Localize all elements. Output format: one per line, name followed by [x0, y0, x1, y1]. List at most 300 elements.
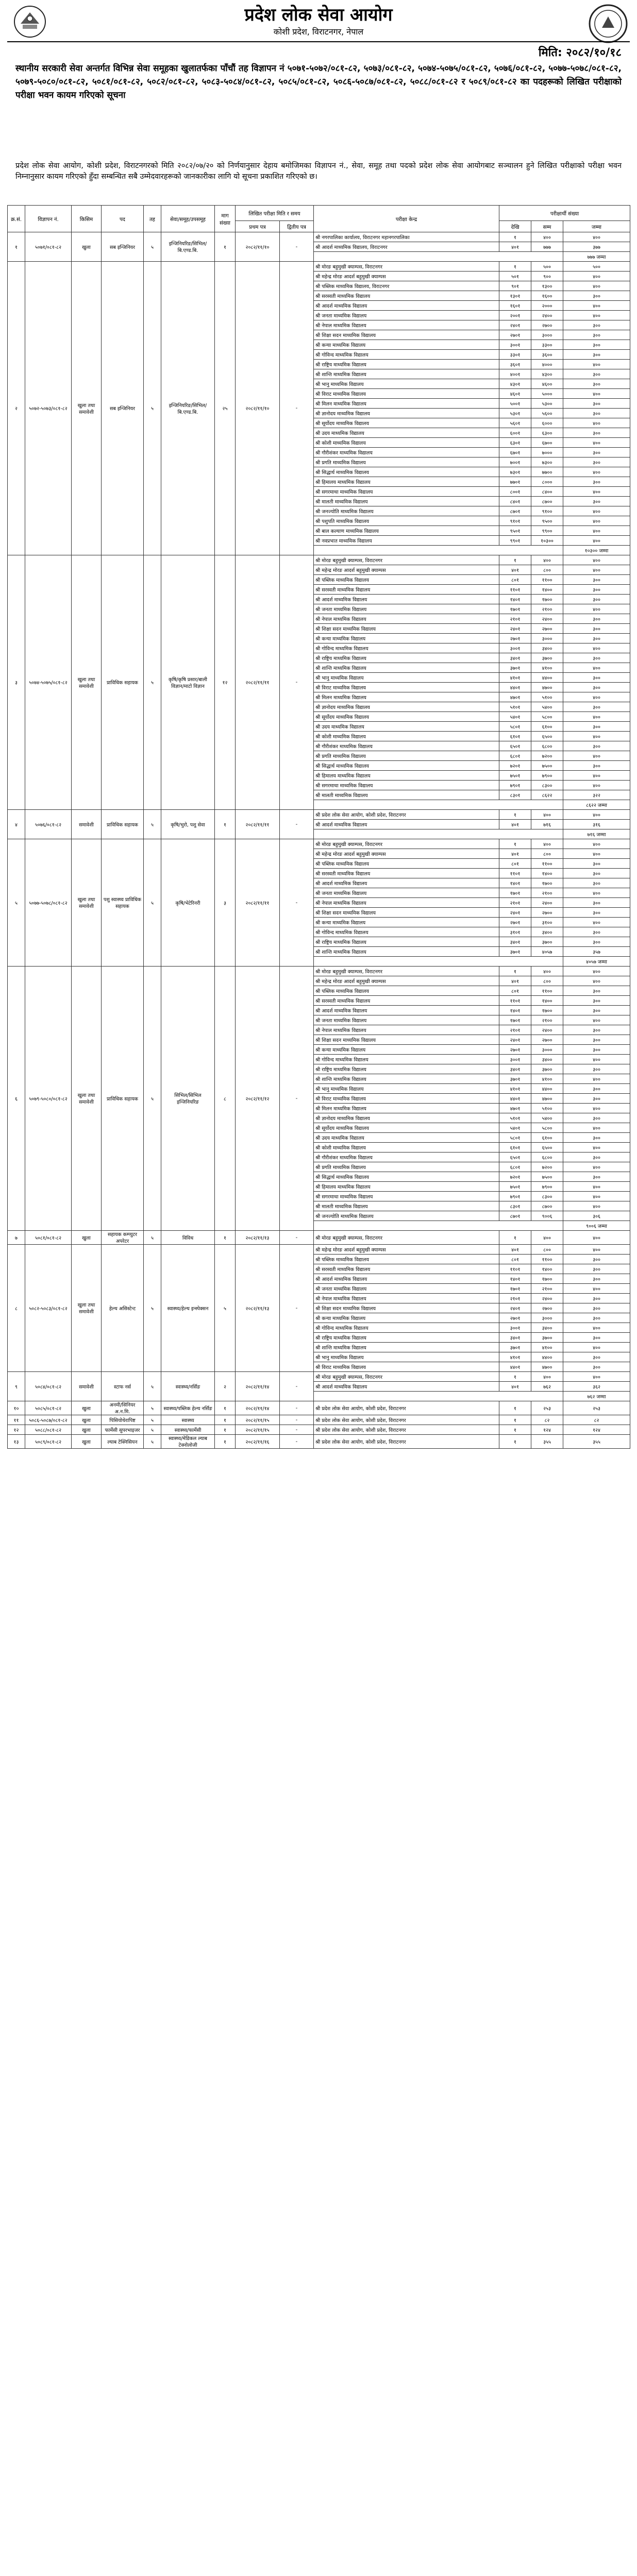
- cell-demand: ८: [215, 967, 236, 1231]
- cell-first: २०८२/११/१३: [236, 1245, 280, 1372]
- cell-service: कृषि/कृषि प्रसार/बाली विज्ञान/माटो विज्ञान: [161, 555, 215, 810]
- cell-to: ८७००: [531, 497, 563, 506]
- table-row: [8, 232, 630, 242]
- cell-from: ७५०१: [499, 1182, 531, 1192]
- cell-second: -: [280, 1401, 314, 1415]
- cell-to: ३५५: [531, 1435, 563, 1449]
- cell-from: ८३०१: [499, 790, 531, 800]
- cell-service: स्वास्थ्य/पब्लिक हेल्थ नर्सिङ: [161, 1401, 215, 1415]
- cell-from: १: [499, 1372, 531, 1382]
- cell-total: ३००: [563, 683, 630, 692]
- cell-to: २०००: [531, 301, 563, 311]
- cell-from: ४४०१: [499, 1362, 531, 1372]
- cell-to: ४१००: [531, 1343, 563, 1352]
- cell-from: ४०१: [499, 1245, 531, 1255]
- cell-to: १४००: [531, 869, 563, 878]
- cell-to: २१००: [531, 888, 563, 898]
- cell-type: खुला: [72, 232, 102, 262]
- cell-venue: श्री महेन्द्र मोरङ आदर्श बहुमुखी क्याम्पस: [314, 565, 499, 575]
- cell-venue: श्री नगरपालिका कार्यालय, विराटनगर महानगरपालिका: [314, 232, 499, 242]
- cell-from: ४१०१: [499, 673, 531, 683]
- cell-from: ७००१: [499, 457, 531, 467]
- cell-total: ३००: [563, 595, 630, 604]
- cell-to: ८००: [531, 976, 563, 986]
- cell-venue: श्री सूर्योदय माध्यमिक विद्यालय: [314, 418, 499, 428]
- cell-total: ४००: [563, 301, 630, 311]
- cell-from: ८००१: [499, 487, 531, 497]
- cell-from: ७९०१: [499, 781, 531, 790]
- cell-from: ४४०१: [499, 683, 531, 692]
- cell-second: -: [280, 232, 314, 262]
- cell-from: ८७०१: [499, 1211, 531, 1221]
- cell-from: १६०१: [499, 301, 531, 311]
- cell-to: ४००: [531, 810, 563, 820]
- cell-total: ३००: [563, 1153, 630, 1162]
- cell-total: ४००: [563, 389, 630, 399]
- cell-to: ८०००: [531, 477, 563, 487]
- cell-venue: श्री पशुपति माध्यमिक विद्यालय: [314, 516, 499, 526]
- cell-total: ३००: [563, 1303, 630, 1313]
- cell-from: ५०१: [499, 272, 531, 281]
- col-sn: क्र.सं.: [8, 206, 25, 232]
- cell-to: २७००: [531, 1035, 563, 1045]
- col-post: पद: [102, 206, 144, 232]
- cell-from: १४०१: [499, 1274, 531, 1284]
- cell-venue: श्री हिमालय माध्यमिक विद्यालय: [314, 477, 499, 487]
- cell-venue: श्री राष्ट्रिय माध्यमिक विद्यालय: [314, 360, 499, 369]
- cell-to: ७३००: [531, 457, 563, 467]
- cell-from: १३०१: [499, 291, 531, 301]
- cell-total: ४००: [563, 781, 630, 790]
- cell-from: २१०१: [499, 1025, 531, 1035]
- cell-from: २००१: [499, 311, 531, 320]
- cell-venue: श्री मोरङ बहुमुखी क्याम्पस, विराटनगर: [314, 967, 499, 976]
- cell-level: ५: [144, 555, 161, 810]
- cell-from: २७०१: [499, 918, 531, 927]
- cell-venue: श्री जनता माध्यमिक विद्यालय: [314, 1284, 499, 1294]
- cell-service: इन्जिनियरिङ/सिभिल/बि.एण्ड.बि.: [161, 262, 215, 555]
- cell-venue: श्री सरस्वती माध्यमिक विद्यालय: [314, 996, 499, 1006]
- cell-group-total: ४०५७ जम्मा: [563, 957, 630, 967]
- cell-to: ९००: [531, 272, 563, 281]
- cell-total: ३००: [563, 1274, 630, 1284]
- cell-sn: १३: [8, 1435, 25, 1449]
- cell-to: ४००: [531, 1231, 563, 1245]
- cell-first: २०८२/११/१०: [236, 262, 280, 555]
- cell-demand: १: [215, 1425, 236, 1435]
- cell-sum-spacer: [314, 1392, 563, 1401]
- cell-to: १६००: [531, 291, 563, 301]
- cell-service: स्वास्थ्य/हेल्थ इन्स्पेक्सन: [161, 1245, 215, 1372]
- cell-to: ३७००: [531, 1333, 563, 1343]
- cell-demand: १: [215, 1231, 236, 1245]
- cell-total: ३००: [563, 575, 630, 585]
- cell-venue: श्री सरस्वती माध्यमिक विद्यालय: [314, 291, 499, 301]
- cell-total: ३२२: [563, 790, 630, 800]
- cell-venue: श्री मोरङ बहुमुखी क्याम्पस, विराटनगर: [314, 1231, 499, 1245]
- cell-venue: श्री गोविन्द माध्यमिक विद्यालय: [314, 350, 499, 360]
- cell-from: १७०१: [499, 1015, 531, 1025]
- cell-venue: श्री मालती माध्यमिक विद्यालय: [314, 1201, 499, 1211]
- cell-total: ३७७: [563, 242, 630, 252]
- cell-from: २१०१: [499, 898, 531, 908]
- cell-to: ११००: [531, 859, 563, 869]
- cell-demand: १२: [215, 555, 236, 810]
- cell-venue: श्री नेपाल माध्यमिक विद्यालय: [314, 1025, 499, 1035]
- cell-from: ८०१: [499, 575, 531, 585]
- cell-venue: श्री विराट माध्यमिक विद्यालय: [314, 389, 499, 399]
- cell-venue: श्री पब्लिक माध्यमिक विद्यालय: [314, 859, 499, 869]
- cell-sum-spacer: [314, 546, 563, 555]
- cell-total: ३००: [563, 330, 630, 340]
- cell-venue: श्री विराट माध्यमिक विद्यालय: [314, 683, 499, 692]
- cell-first: २०८२/११/११: [236, 555, 280, 810]
- cell-to: ८३००: [531, 781, 563, 790]
- cell-venue: श्री राष्ट्रिय माध्यमिक विद्यालय: [314, 937, 499, 947]
- cell-total: ३००: [563, 1035, 630, 1045]
- cell-type: खुला: [72, 1415, 102, 1425]
- cell-total: ४००: [563, 418, 630, 428]
- table-row: [8, 262, 630, 272]
- cell-second: -: [280, 262, 314, 555]
- cell-venue: श्री सिद्धार्थ माध्यमिक विद्यालय: [314, 761, 499, 771]
- cell-from: ५१०१: [499, 702, 531, 712]
- table-row: [8, 1415, 630, 1425]
- cell-from: २७०१: [499, 330, 531, 340]
- cell-total: ३००: [563, 1094, 630, 1104]
- cell-to: १३००: [531, 281, 563, 291]
- cell-venue: श्री मोरङ बहुमुखी क्याम्पस, विराटनगर: [314, 262, 499, 272]
- cell-first: २०८२/११/१०: [236, 232, 280, 262]
- cell-to: ६८००: [531, 741, 563, 751]
- cell-to: २५३: [531, 1401, 563, 1415]
- cell-to: ८४००: [531, 487, 563, 497]
- cell-total: ३००: [563, 653, 630, 663]
- cell-to: १७००: [531, 1006, 563, 1015]
- cell-to: ८३००: [531, 1192, 563, 1201]
- cell-from: ४१०१: [499, 1352, 531, 1362]
- cell-to: ११००: [531, 1255, 563, 1264]
- cell-total: ३००: [563, 1084, 630, 1094]
- cell-venue: श्री प्रदेश लोक सेवा आयोग, कोशी प्रदेश, विराटनगर: [314, 1435, 499, 1449]
- cell-total: ३००: [563, 585, 630, 595]
- cell-from: ४००१: [499, 369, 531, 379]
- cell-level: ५: [144, 810, 161, 839]
- cell-sum-spacer: [314, 1221, 563, 1231]
- cell-type: खुला: [72, 1435, 102, 1449]
- cell-venue: श्री राष्ट्रिय माध्यमिक विद्यालय: [314, 653, 499, 663]
- commission-seal-icon: [588, 3, 629, 44]
- cell-total: ३००: [563, 898, 630, 908]
- cell-sum-spacer: [314, 800, 563, 810]
- cell-to: १७००: [531, 1274, 563, 1284]
- cell-from: ८३०१: [499, 1201, 531, 1211]
- cell-sn: १०: [8, 1401, 25, 1415]
- cell-venue: श्री विराट माध्यमिक विद्यालय: [314, 1362, 499, 1372]
- cell-from: १: [499, 555, 531, 565]
- cell-venue: श्री गौरीशंकर माध्यमिक विद्यालय: [314, 741, 499, 751]
- cell-to: ५६००: [531, 409, 563, 418]
- cell-type: खुला: [72, 1401, 102, 1415]
- cell-from: १७०१: [499, 1284, 531, 1294]
- cell-to: ७०००: [531, 448, 563, 457]
- cell-total: ४००: [563, 1372, 630, 1382]
- cell-venue: श्री जनज्योति माध्यमिक विद्यालय: [314, 1211, 499, 1221]
- cell-type: खुला तथा समावेशी: [72, 262, 102, 555]
- cell-venue: श्री भानु माध्यमिक विद्यालय: [314, 673, 499, 683]
- cell-from: ३३०१: [499, 350, 531, 360]
- cell-from: २४०१: [499, 320, 531, 330]
- cell-total: ३००: [563, 428, 630, 438]
- cell-total: ४००: [563, 1201, 630, 1211]
- cell-to: २४००: [531, 898, 563, 908]
- cell-level: ५: [144, 839, 161, 967]
- col-venue: परीक्षा केन्द्र: [314, 206, 499, 232]
- cell-to: १०३००: [531, 536, 563, 546]
- cell-total: ३००: [563, 869, 630, 878]
- cell-from: ३७०१: [499, 663, 531, 673]
- cell-venue: श्री मालती माध्यमिक विद्यालय: [314, 790, 499, 800]
- cell-venue: श्री जनता माध्यमिक विद्यालय: [314, 888, 499, 898]
- cell-venue: श्री कन्या माध्यमिक विद्यालय: [314, 1045, 499, 1055]
- cell-venue: श्री प्रदेश लोक सेवा आयोग, कोशी प्रदेश, विराटनगर: [314, 810, 499, 820]
- cell-service: सिभिल/सिभिल इन्जिनियरिङ: [161, 967, 215, 1231]
- cell-from: ५८०१: [499, 722, 531, 732]
- cell-from: ६१०१: [499, 732, 531, 741]
- cell-from: ७७०१: [499, 477, 531, 487]
- cell-to: ४००: [531, 232, 563, 242]
- cell-to: ४००: [531, 555, 563, 565]
- cell-adv: ५०७६/०८१-८२: [25, 810, 72, 839]
- cell-total: ३००: [563, 369, 630, 379]
- cell-total: ४००: [563, 1104, 630, 1113]
- cell-venue: श्री गोविन्द माध्यमिक विद्यालय: [314, 1055, 499, 1064]
- cell-total: ४००: [563, 311, 630, 320]
- cell-total: ३००: [563, 457, 630, 467]
- col-adv-no: विज्ञापन नं.: [25, 206, 72, 232]
- cell-from: ३००१: [499, 340, 531, 350]
- cell-from: २१०१: [499, 1294, 531, 1303]
- cell-from: २१०१: [499, 614, 531, 624]
- cell-to: १७००: [531, 595, 563, 604]
- cell-to: ६३००: [531, 428, 563, 438]
- cell-sn: २: [8, 262, 25, 555]
- cell-from: ५४०१: [499, 1123, 531, 1133]
- cell-venue: श्री नेपाल माध्यमिक विद्यालय: [314, 898, 499, 908]
- table-row: [8, 810, 630, 820]
- cell-to: ३०००: [531, 634, 563, 643]
- col-roll-from: देखि: [499, 221, 531, 232]
- cell-total: ३००: [563, 722, 630, 732]
- cell-to: ७२००: [531, 1162, 563, 1172]
- cell-total: ३००: [563, 448, 630, 457]
- cell-total: ४००: [563, 839, 630, 849]
- cell-from: ५६०१: [499, 418, 531, 428]
- cell-demand: १: [215, 232, 236, 262]
- cell-sn: ४: [8, 810, 25, 839]
- cell-from: ८०१: [499, 986, 531, 996]
- cell-to: ६५००: [531, 1143, 563, 1153]
- cell-group-total: १०३०० जम्मा: [563, 546, 630, 555]
- cell-from: ९०१: [499, 281, 531, 291]
- cell-venue: श्री गौरीशंकर माध्यमिक विद्यालय: [314, 448, 499, 457]
- cell-total: ४००: [563, 1245, 630, 1255]
- cell-to: २७००: [531, 908, 563, 918]
- cell-total: ३००: [563, 878, 630, 888]
- cell-to: ४००: [531, 839, 563, 849]
- cell-total: ४००: [563, 1162, 630, 1172]
- cell-total: ३००: [563, 927, 630, 937]
- cell-second: -: [280, 1435, 314, 1449]
- table-row: [8, 1245, 630, 1255]
- cell-total: ४००: [563, 1143, 630, 1153]
- cell-from: ९९०१: [499, 536, 531, 546]
- cell-to: ४००: [531, 967, 563, 976]
- col-exam-date: लिखित परीक्षा मिति र समय: [236, 206, 314, 221]
- cell-venue: श्री कन्या माध्यमिक विद्यालय: [314, 340, 499, 350]
- cell-from: ११०१: [499, 585, 531, 595]
- cell-venue: श्री सूर्योदय माध्यमिक विद्यालय: [314, 712, 499, 722]
- cell-service: स्वास्थ्य/मेडिकल ल्याब टेक्नोलोजी: [161, 1435, 215, 1449]
- cell-from: ३४०१: [499, 1064, 531, 1074]
- cell-demand: १: [215, 1415, 236, 1425]
- cell-total: ४००: [563, 1343, 630, 1352]
- cell-total: ३००: [563, 761, 630, 771]
- cell-to: ३४००: [531, 1055, 563, 1064]
- cell-total: ४००: [563, 1284, 630, 1294]
- cell-from: ८०१: [499, 1255, 531, 1264]
- cell-group-total: ९००६ जम्मा: [563, 1221, 630, 1231]
- cell-from: ३६०१: [499, 360, 531, 369]
- cell-second: -: [280, 555, 314, 810]
- cell-venue: श्री उदय माध्यमिक विद्यालय: [314, 428, 499, 438]
- cell-to: ५४००: [531, 1113, 563, 1123]
- cell-to: ९९००: [531, 526, 563, 536]
- cell-from: ३७०१: [499, 947, 531, 957]
- cell-second: -: [280, 967, 314, 1231]
- cell-from: ३७०१: [499, 1074, 531, 1084]
- cell-from: २४०१: [499, 1303, 531, 1313]
- cell-to: २१००: [531, 1015, 563, 1025]
- cell-to: २४००: [531, 1025, 563, 1035]
- cell-type: खुला तथा समावेशी: [72, 1245, 102, 1372]
- cell-venue: श्री शिक्षा सदन माध्यमिक विद्यालय: [314, 1303, 499, 1313]
- cell-from: ३४०१: [499, 937, 531, 947]
- cell-venue: श्री प्रदेश लोक सेवा आयोग, कोशी प्रदेश, विराटनगर: [314, 1401, 499, 1415]
- cell-from: ७२०१: [499, 1172, 531, 1182]
- cell-to: २१००: [531, 604, 563, 614]
- cell-from: ४७०१: [499, 692, 531, 702]
- col-type: किसिम: [72, 206, 102, 232]
- cell-total: ३००: [563, 1025, 630, 1035]
- cell-level: ५: [144, 1231, 161, 1245]
- cell-adv: ५०७४-५०७५/०८१-८२: [25, 555, 72, 810]
- cell-adv: ५०७७-५०७८/०८१-८२: [25, 839, 72, 967]
- cell-adv: ५०७२-५०७३/०८१-८२: [25, 262, 72, 555]
- cell-from: १: [499, 839, 531, 849]
- cell-from: ३४०१: [499, 653, 531, 663]
- cell-total: ३००: [563, 409, 630, 418]
- cell-sn: १२: [8, 1425, 25, 1435]
- cell-from: १: [499, 232, 531, 242]
- cell-total: ४००: [563, 526, 630, 536]
- cell-group-total: ७७७ जम्मा: [563, 252, 630, 262]
- cell-to: ३७००: [531, 1064, 563, 1074]
- cell-demand: १: [215, 1401, 236, 1415]
- cell-total: १२४: [563, 1425, 630, 1435]
- cell-venue: श्री जनता माध्यमिक विद्यालय: [314, 604, 499, 614]
- cell-from: ११०१: [499, 1264, 531, 1274]
- cell-to: ४०५७: [531, 947, 563, 957]
- cell-from: ४१०१: [499, 1084, 531, 1094]
- cell-venue: श्री सगरमाथा माध्यमिक विद्यालय: [314, 487, 499, 497]
- cell-total: ४००: [563, 536, 630, 546]
- cell-venue: श्री सरस्वती माध्यमिक विद्यालय: [314, 585, 499, 595]
- cell-first: २०८२/११/१२: [236, 967, 280, 1231]
- cell-venue: श्री गोविन्द माध्यमिक विद्यालय: [314, 643, 499, 653]
- cell-venue: श्री नवप्रभात माध्यमिक विद्यालय: [314, 536, 499, 546]
- cell-venue: श्री पब्लिक माध्यमिक विद्यालय: [314, 1255, 499, 1264]
- cell-venue: श्री शान्ति माध्यमिक विद्यालय: [314, 369, 499, 379]
- cell-total: ३००: [563, 859, 630, 869]
- cell-venue: श्री मोरङ बहुमुखी क्याम्पस, विराटनगर: [314, 555, 499, 565]
- cell-from: ४७०१: [499, 1104, 531, 1113]
- cell-total: ४००: [563, 1123, 630, 1133]
- cell-venue: श्री जनता माध्यमिक विद्यालय: [314, 1015, 499, 1025]
- cell-level: ५: [144, 1372, 161, 1401]
- cell-from: ५८०१: [499, 1133, 531, 1143]
- cell-venue: श्री आदर्श माध्यमिक विद्यालय: [314, 820, 499, 829]
- cell-to: २७००: [531, 624, 563, 634]
- cell-type: खुला तथा समावेशी: [72, 839, 102, 967]
- cell-venue: श्री उदय माध्यमिक विद्यालय: [314, 1133, 499, 1143]
- cell-sn: ७: [8, 1231, 25, 1245]
- commission-title: प्रदेश लोक सेवा आयोग: [244, 5, 393, 25]
- cell-from: ८७०१: [499, 506, 531, 516]
- cell-from: ७२०१: [499, 761, 531, 771]
- cell-to: ५८००: [531, 712, 563, 722]
- cell-venue: श्री सिद्धार्थ माध्यमिक विद्यालय: [314, 1172, 499, 1182]
- cell-post: सहायक कम्प्युटर अपरेटर: [102, 1231, 144, 1245]
- cell-to: ३४००: [531, 643, 563, 653]
- cell-to: ४१००: [531, 663, 563, 673]
- cell-venue: श्री पब्लिक माध्यमिक विद्यालय, विराटनगर: [314, 281, 499, 291]
- cell-second: -: [280, 1245, 314, 1372]
- cell-to: ४४००: [531, 1084, 563, 1094]
- cell-second: -: [280, 1231, 314, 1245]
- cell-to: ५१००: [531, 692, 563, 702]
- cell-service: कृषि/भुरो, पशु सेवा: [161, 810, 215, 839]
- cell-total: ४००: [563, 751, 630, 761]
- cell-post: प्राविधिक सहायक: [102, 810, 144, 839]
- cell-to: ७९००: [531, 771, 563, 781]
- cell-demand: १: [215, 1435, 236, 1449]
- cell-to: ५००: [531, 262, 563, 272]
- cell-venue: श्री नेपाल माध्यमिक विद्यालय: [314, 1294, 499, 1303]
- cell-adv: ५०८८/०८१-८२: [25, 1425, 72, 1435]
- cell-demand: २५: [215, 262, 236, 555]
- cell-total: ४००: [563, 516, 630, 526]
- cell-to: ४०००: [531, 360, 563, 369]
- cell-total: ३००: [563, 1333, 630, 1343]
- cell-from: ७३०१: [499, 467, 531, 477]
- cell-to: १७००: [531, 878, 563, 888]
- cell-from: ४०१: [499, 976, 531, 986]
- cell-service: स्वास्थ्य/फार्मेसी: [161, 1425, 215, 1435]
- cell-from: ८०१: [499, 859, 531, 869]
- cell-total: ३००: [563, 614, 630, 624]
- cell-total: ३००: [563, 996, 630, 1006]
